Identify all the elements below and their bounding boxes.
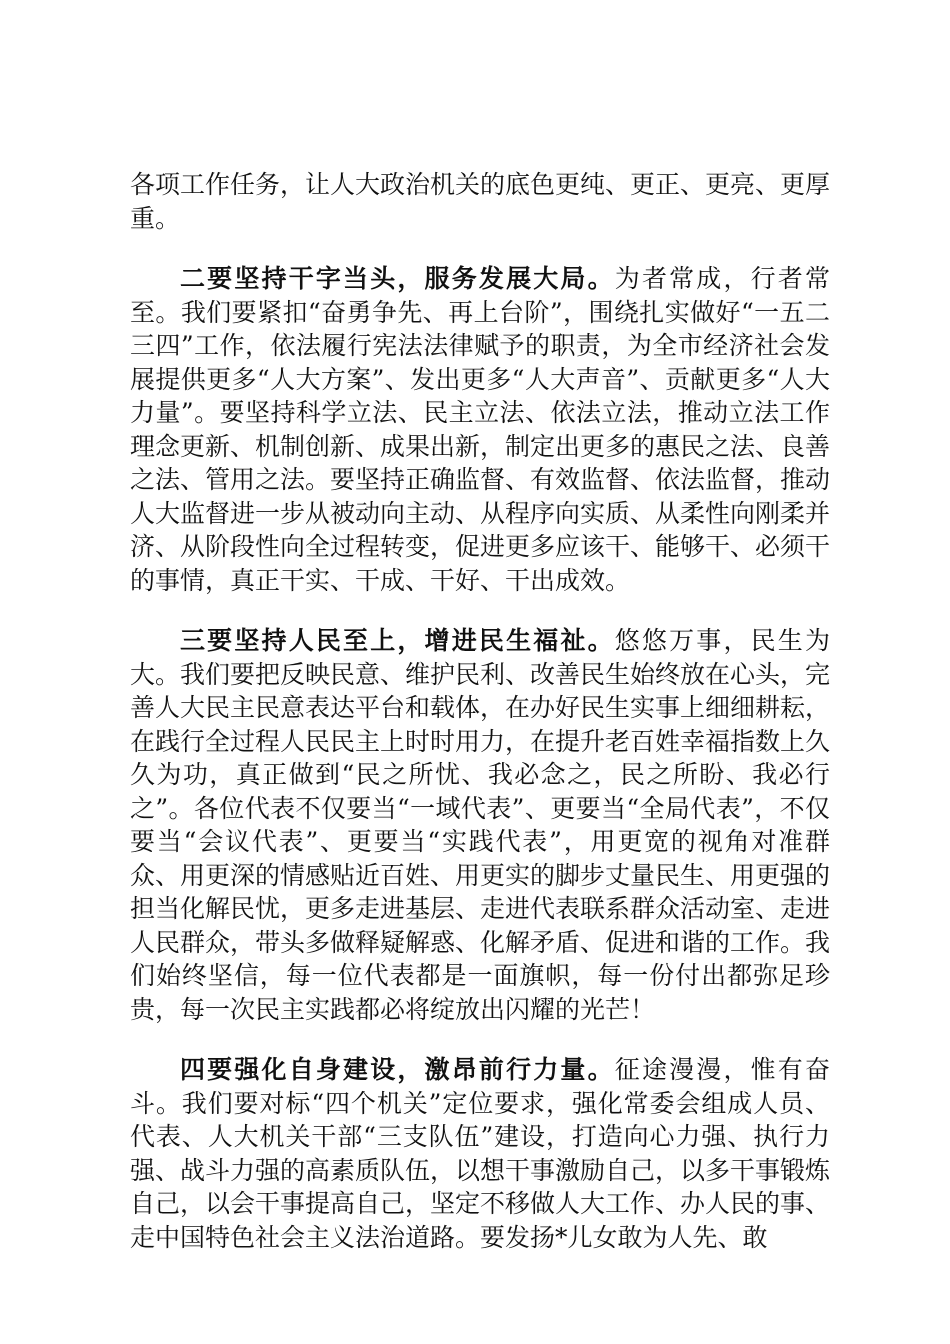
section-heading: 四要强化自身建设，激昂前行力量。 [180, 1055, 615, 1084]
paragraph-body: 各项工作任务，让人大政治机关的底色更纯、更正、更亮、更厚重。 [130, 170, 831, 233]
paragraph-section-four [130, 1053, 830, 1254]
paragraph-body: 为者常成，行者常至。我们要紧扣“奋勇争先、再上台阶”，围绕扎实做好“一五二三四”工作，依法履行宪法法律赋予的职责，为全市经济社会发展提供更多“人大方案”、发出更多“人大声音”、贡献更多“人大力量”。要坚持科学立法、民主立法、依法立法，推动立法工作理念更新、机制创新、成果出新，制定出更多的惠民之法、良善之法、管用之法。要坚持正确监督、有效监督、依法监督，推动人大监督进一步从被动向主动、从程序向实质、从柔性向刚柔并济、从阶段性向全过程转变，促进更多应该干、能够干、必须干的事情，真正干实、干成、干好、干出成效。 [130, 264, 831, 595]
paragraph-body: 征途漫漫，惟有奋斗。我们要对标“四个机关”定位要求，强化常委会组成人员、代表、人大机关干部“三支队伍”建设，打造向心力强、执行力强、战斗力强的高素质队伍，以想干事激励自己，以多干事锻炼自己，以会干事提高自己，坚定不移做人大工作、办人民的事、走中国特色社会主义法治道路。要发扬*儿女敢为人先、敢 [130, 1055, 831, 1252]
paragraph-continuation [130, 168, 830, 235]
paragraph-section-three [130, 624, 830, 1026]
section-heading: 二要坚持干字当头，服务发展大局。 [180, 264, 615, 293]
paragraph-body: 悠悠万事，民生为大。我们要把反映民意、维护民利、改善民生始终放在心头，完善人大民主民意表达平台和载体，在办好民生实事上细细耕耘，在践行全过程人民民主上时时用力，在提升老百姓幸福指数上久久为功，真正做到“民之所忧、我必念之，民之所盼、我必行之”。各位代表不仅要当“一域代表”、更要当“全局代表”，不仅要当“会议代表”、更要当“实践代表”，用更宽的视角对准群众、用更深的情感贴近百姓、用更实的脚步丈量民生、用更强的担当化解民忧，更多走进基层、走进代表联系群众活动室、走进人民群众，带头多做释疑解惑、化解矛盾、促进和谐的工作。我们始终坚信，每一位代表都是一面旗帜，每一份付出都弥足珍贵，每一次民主实践都必将绽放出闪耀的光芒！ [130, 626, 831, 1024]
document-page [130, 168, 830, 1254]
section-heading: 三要坚持人民至上，增进民生福祉。 [180, 626, 615, 655]
paragraph-section-two [130, 262, 830, 597]
